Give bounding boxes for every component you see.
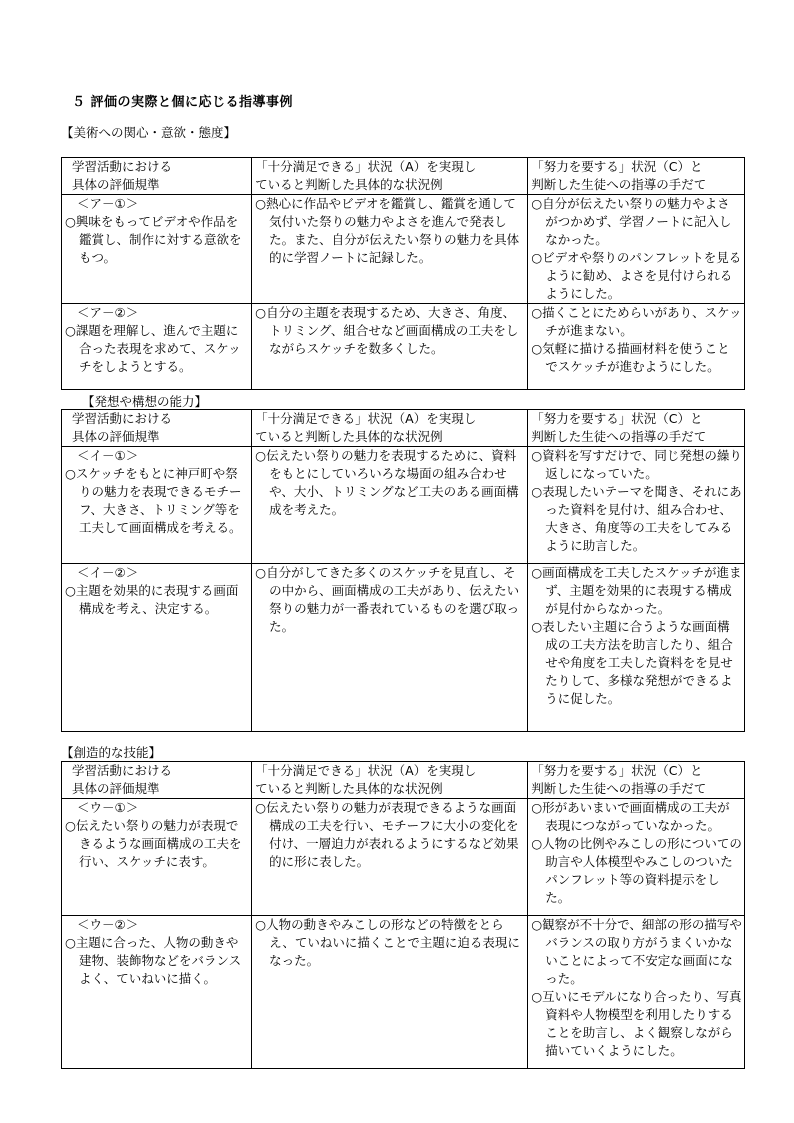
criteria-cell <box>62 195 252 304</box>
status-a-cell <box>252 195 528 304</box>
support-c-cell <box>528 195 745 304</box>
table-row <box>62 195 745 304</box>
criteria-item: ○主題を効果的に表現する画面構成を考え、決定する。 <box>65 583 239 616</box>
support-c-cell <box>528 304 745 390</box>
support-c-item: ○自分が伝えたい祭りの魅力やよさがつかめず、学習ノートに記入しなかった。 <box>531 196 732 247</box>
support-c-cell <box>528 447 745 564</box>
page-heading: ５ 評価の実際と個に応じる指導事例 <box>72 95 294 110</box>
support-c-item: ○表したい主題に合うような画面構成の工夫方法を助言したり、組合せや角度を工夫した資料をを見せたりして、多様な発想ができるように促した。 <box>531 619 733 706</box>
support-c-item: ○資料を写すだけで、同じ発想の繰り返しになっていた。 <box>531 448 742 481</box>
support-c-item: ○気軽に描ける描画材料を使うことでスケッチが進むようにした。 <box>531 341 730 374</box>
table-row <box>62 447 745 564</box>
support-c-item: ○ビデオや祭りのパンフレットを見るように勧め、よさを見付けられるようにした。 <box>531 250 742 301</box>
criteria-code: ＜イ－②＞ <box>77 565 139 580</box>
section-title: 【発想や構想の能力】 <box>82 394 208 409</box>
support-c-item: ○人物の比例やみこしの形についての助言や人体模型やみこしのついたパンフレット等の資料提示をした。 <box>531 836 742 905</box>
header-status-a: 「十分満足できる」状況（A）を実現し ていると判断した具体的な状況例 <box>252 762 528 799</box>
evaluation-table <box>61 157 745 390</box>
table-row <box>62 304 745 390</box>
criteria-code: ＜イ－①＞ <box>77 448 139 463</box>
header-support-c: 「努力を要する」状況（C）と 判断した生徒への指導の手だて <box>528 762 745 799</box>
table-row <box>62 564 745 732</box>
status-a-cell <box>252 564 528 732</box>
support-c-item: ○画面構成を工夫したスケッチが進まず、主題を効果的に表現する構成が見付からなかった。 <box>531 565 742 616</box>
support-c-item: ○表現したいテーマを聞き、それにあった資料を見付け、組み合わせ、大きさ、角度等の工夫をしてみるように助言した。 <box>531 484 742 553</box>
evaluation-table <box>61 409 745 732</box>
header-criteria: 学習活動における 具体の評価規準 <box>62 410 252 447</box>
status-a-cell <box>252 447 528 564</box>
status-a-cell <box>252 916 528 1069</box>
header-support-c: 「努力を要する」状況（C）と 判断した生徒への指導の手だて <box>528 410 745 447</box>
table-header-row <box>62 762 745 799</box>
criteria-cell <box>62 916 252 1069</box>
section-title: 【美術への関心・意欲・態度】 <box>61 125 237 140</box>
criteria-cell <box>62 799 252 916</box>
table-header-row <box>62 158 745 195</box>
status-a-cell <box>252 799 528 916</box>
header-criteria: 学習活動における 具体の評価規準 <box>62 158 252 195</box>
support-c-item: ○描くことにためらいがあり、スケッチが進まない。 <box>531 305 742 338</box>
support-c-cell <box>528 564 745 732</box>
status-a-cell <box>252 304 528 390</box>
header-status-a: 「十分満足できる」状況（A）を実現し ていると判断した具体的な状況例 <box>252 410 528 447</box>
status-a-item: ○自分の主題を表現するため、大きさ、角度、トリミング、組合せなど画面構成の工夫をしながらスケッチを数多くした。 <box>255 305 519 356</box>
criteria-item: ○伝えたい祭りの魅力が表現できるような画面構成の工夫を行い、スケッチに表す。 <box>65 818 242 869</box>
support-c-item: ○互いにモデルになり合ったり、写真資料や人物模型を利用したりすることを助言し、よく観察しながら描いていくようにした。 <box>531 989 742 1058</box>
criteria-item: ○課題を理解し、進んで主題に合った表現を求めて、スケッチをしようとする。 <box>65 323 241 374</box>
section-title: 【創造的な技能】 <box>61 745 162 760</box>
header-support-c: 「努力を要する」状況（C）と 判断した生徒への指導の手だて <box>528 158 745 195</box>
status-a-item: ○伝えたい祭りの魅力を表現するために、資料をもとにしていろいろな場面の組み合わせや、大小、トリミングなど工夫のある画面構成を考えた。 <box>255 448 519 517</box>
criteria-code: ＜ウ－①＞ <box>77 800 139 815</box>
table-header-row <box>62 410 745 447</box>
support-c-cell <box>528 916 745 1069</box>
status-a-item: ○熱心に作品やビデオを鑑賞し、鑑賞を通して気付いた祭りの魅力やよさを進んで発表した。また、自分が伝えたい祭りの魅力を具体的に学習ノートに記録した。 <box>255 196 520 265</box>
evaluation-table <box>61 761 745 1069</box>
criteria-cell <box>62 447 252 564</box>
status-a-item: ○伝えたい祭りの魅力が表現できるような画面構成の工夫を行い、モチーフに大小の変化を付け、一層迫力が表れるようにするなど効果的に形に表した。 <box>255 800 519 869</box>
criteria-item: ○主題に合った、人物の動きや建物、装飾物などをバランスよく、ていねいに描く。 <box>65 935 242 986</box>
table-row <box>62 916 745 1069</box>
criteria-code: ＜ア－①＞ <box>77 196 139 211</box>
status-a-item: ○自分がしてきた多くのスケッチを見直し、その中から、画面構成の工夫があり、伝えたい祭りの魅力が一番表れているものを選び取った。 <box>255 565 520 634</box>
support-c-item: ○形があいまいで画面構成の工夫が表現につながっていなかった。 <box>531 800 730 833</box>
criteria-item: ○興味をもってビデオや作品を鑑賞し、制作に対する意欲をもつ。 <box>65 214 242 265</box>
criteria-code: ＜ア－②＞ <box>77 305 139 320</box>
criteria-cell <box>62 304 252 390</box>
support-c-cell <box>528 799 745 916</box>
header-status-a: 「十分満足できる」状況（A）を実現し ていると判断した具体的な状況例 <box>252 158 528 195</box>
table-row <box>62 799 745 916</box>
header-criteria: 学習活動における 具体の評価規準 <box>62 762 252 799</box>
criteria-item: ○スケッチをもとに神戸町や祭りの魅力を表現できるモチーフ、大きさ、トリミング等を工夫して画面構成を考える。 <box>65 466 242 535</box>
criteria-cell <box>62 564 252 732</box>
criteria-code: ＜ウ－②＞ <box>77 917 139 932</box>
support-c-item: ○観察が不十分で、細部の形の描写やバランスの取り方がうまくいかないことによって不安定な画面になった。 <box>531 917 742 986</box>
status-a-item: ○人物の動きやみこしの形などの特徴をとらえ、ていねいに描くことで主題に迫る表現になった。 <box>255 917 520 968</box>
